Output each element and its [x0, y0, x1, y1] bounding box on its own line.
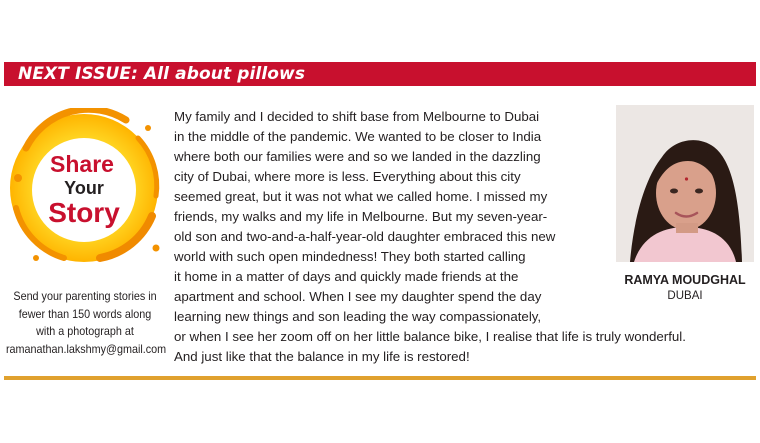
bottom-divider	[4, 376, 756, 380]
submission-instructions	[5, 288, 167, 358]
story-line: world with such open mindedness! They both started calling	[174, 249, 526, 264]
next-issue-banner	[4, 62, 756, 86]
logo-word-your: Your	[64, 178, 104, 198]
story-line: old son and two-and-a-half-year-old daughter embraced this new	[174, 229, 556, 244]
author-photo	[616, 105, 754, 262]
portrait-icon	[616, 105, 754, 262]
contact-email[interactable]: ramanathan.lakshmy@gmail.com	[5, 342, 167, 356]
author-name: RAMYA MOUDGHAL	[624, 273, 746, 287]
story-line: in the middle of the pandemic. We wanted to be closer to India	[174, 129, 542, 144]
story-line: And just like that the balance in my life is restored!	[174, 349, 470, 364]
share-your-story-logo	[6, 108, 164, 276]
story-line: My family and I decided to shift base from Melbourne to Dubai	[174, 109, 540, 124]
story-line: city of Dubai, where more is less. Everything about this city	[174, 169, 521, 184]
instruction-line: fewer than 150 words along	[18, 307, 152, 321]
logo-word-story: Story	[48, 197, 120, 228]
story-line: learning new things and son leading the way compassionately,	[174, 309, 542, 324]
story-line: apartment and school. When I see my daughter spend the day	[174, 289, 542, 304]
story-line: seemed great, but it was not what we called home. I missed my	[174, 189, 548, 204]
story-line: friends, my walks and my life in Melbourne. But my seven-year-	[174, 209, 548, 224]
story-line: or when I see her zoom off on her little balance bike, I realise that life is truly wonderful.	[174, 329, 686, 344]
story-line: it home in a matter of days and quickly made friends at the	[174, 269, 519, 284]
author-city: DUBAI	[667, 290, 703, 302]
instruction-line: with a photograph at	[36, 325, 134, 338]
logo-word-share: Share	[50, 151, 114, 177]
story-body	[174, 107, 686, 367]
instruction-line: Send your parenting stories in	[13, 290, 157, 303]
next-issue-text: NEXT ISSUE: All about pillows	[18, 64, 306, 84]
story-line: where both our families were and so we landed in the dazzling	[174, 149, 541, 164]
